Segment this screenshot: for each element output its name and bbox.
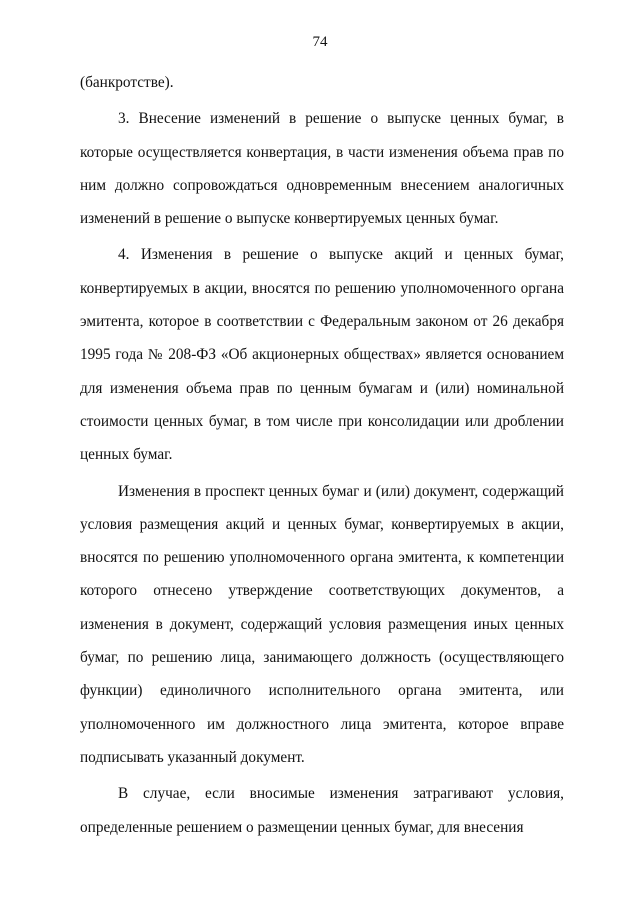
paragraph-item-3: 3. Внесение изменений в решение о выпуске ценных бумаг, в которые осуществляется конвертация, в части изменения объема прав по ним должно сопровождаться одновременным внесением аналогичных изменений в решение о выпуске конвертируемых ценных бумаг. (80, 110, 564, 228)
page-number: 74 (312, 34, 328, 50)
paragraph-item-4: 4. Изменения в решение о выпуске акций и ценных бумаг, конвертируемых в акции, вносятся по решению уполномоченного органа эмитента, которое в соответствии с Федеральным законом от 26 декабря 1995 года № 208-ФЗ «Об акционерных обществах» является основанием для изменения объема прав по ценным бумагам и (или) номинальной стоимости ценных бумаг, в том числе при консолидации или дроблении ценных бумаг. (80, 246, 564, 464)
document-body (80, 66, 564, 844)
paragraph-conditions-changes: В случае, если вносимые изменения затрагивают условия, определенные решением о размещении ценных бумаг, для внесения (80, 785, 564, 836)
paragraph-prospectus-changes: Изменения в проспект ценных бумаг и (или) документ, содержащий условия размещения акций и ценных бумаг, конвертируемых в акции, вносятся по решению уполномоченного органа эмитента, к компетенции которого отнесено утверждение соответствующих документов, а изменения в документ, содержащий условия размещения иных ценных бумаг, по решению лица, занимающего должность (осуществляющего функции) единоличного исполнительного органа эмитента, или уполномоченного им должностного лица эмитента, которое вправе подписывать указанный документ. (80, 482, 564, 766)
paragraph-continuation: (банкротстве). (80, 74, 174, 91)
